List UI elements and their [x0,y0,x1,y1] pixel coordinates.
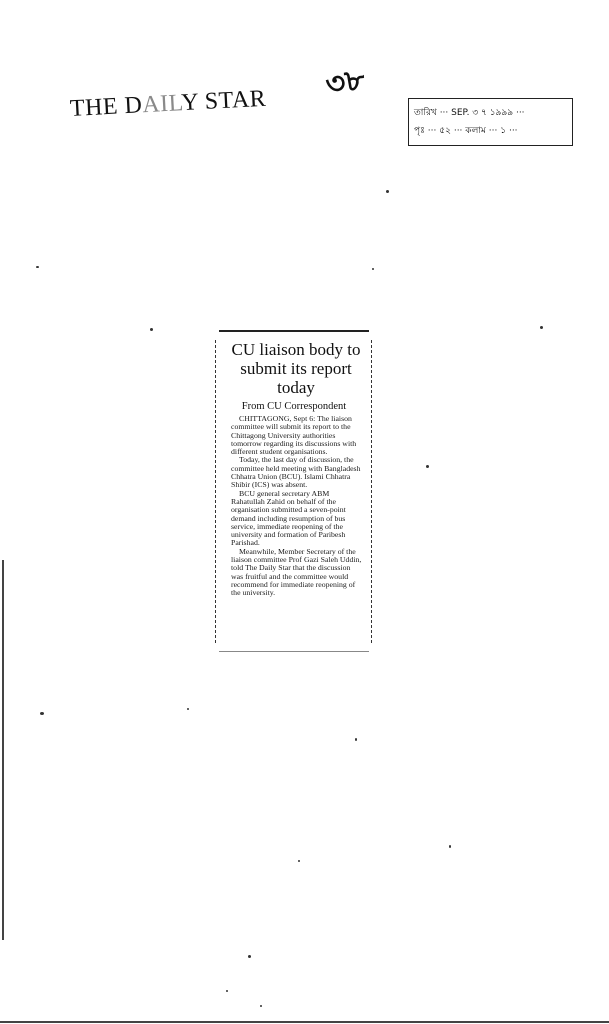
article-headline: CU liaison body to submit its report today [231,340,361,397]
scan-speck [36,266,39,268]
scan-speck [260,1005,262,1007]
scan-speck [150,328,153,331]
news-clipping [219,330,369,652]
scan-speck [226,990,228,992]
masthead-faded: AIL [141,90,183,119]
article-paragraph: Meanwhile, Member Secretary of the liaison committee Prof Gazi Saleh Uddin, told The Daily Star that the discussion was fruitful and the committee would recommend for immediate reopening of the university. [231,546,362,598]
scan-speck [298,860,300,862]
scan-speck [386,190,389,193]
article-paragraph: Today, the last day of discussion, the committee held meeting with Bangladesh Chhatra Union (BCU). Islami Chhatra Shibir (ICS) was absent. [231,455,361,490]
masthead-prefix: THE D [69,92,144,122]
handwritten-archive-number: ৩৮ [323,61,368,104]
bottom-scan-edge [0,1021,609,1023]
scan-speck [372,268,374,270]
stamp-page-label: পৃঃ [414,126,425,136]
stamp-page-value: ৫২ [439,126,451,136]
article-byline: From CU Correspondent [241,401,347,412]
newspaper-masthead [69,86,267,123]
scan-speck [187,708,189,710]
article-paragraph: CHITTAGONG, Sept 6: The liaison committee will submit its report to the Chittagong University authorities tomorrow regarding its discussions with different student organisations. [231,414,357,457]
article-paragraph: BCU general secretary ABM Rahatullah Zahid on behalf of the organisation submitted a seven-point demand including resumption of bus service, immediate reopening of the university and formation of Paribesh Parishad. [231,488,346,548]
scan-speck [355,738,357,741]
stamp-date-label: তারিখ [414,108,437,118]
archive-stamp [408,98,573,146]
article-body [231,415,363,598]
scan-speck [40,712,44,715]
left-scan-edge [2,560,4,940]
stamp-column-label: কলাম [465,126,486,136]
masthead-suffix: Y STAR [180,85,267,117]
scan-speck [540,326,543,329]
stamp-date-value: SEP. ৩ ৭ ১৯৯৯ [451,108,514,118]
stamp-page-line: পৃঃ ··· ৫২ ··· কলাম ··· ১ ··· [414,126,518,136]
stamp-column-value: ১ [500,126,507,136]
scan-speck [426,465,429,468]
scan-speck [449,845,451,848]
stamp-date-line: তারিখ ··· SEP. ৩ ৭ ১৯৯৯ ··· [414,108,525,118]
scan-speck [248,955,251,958]
